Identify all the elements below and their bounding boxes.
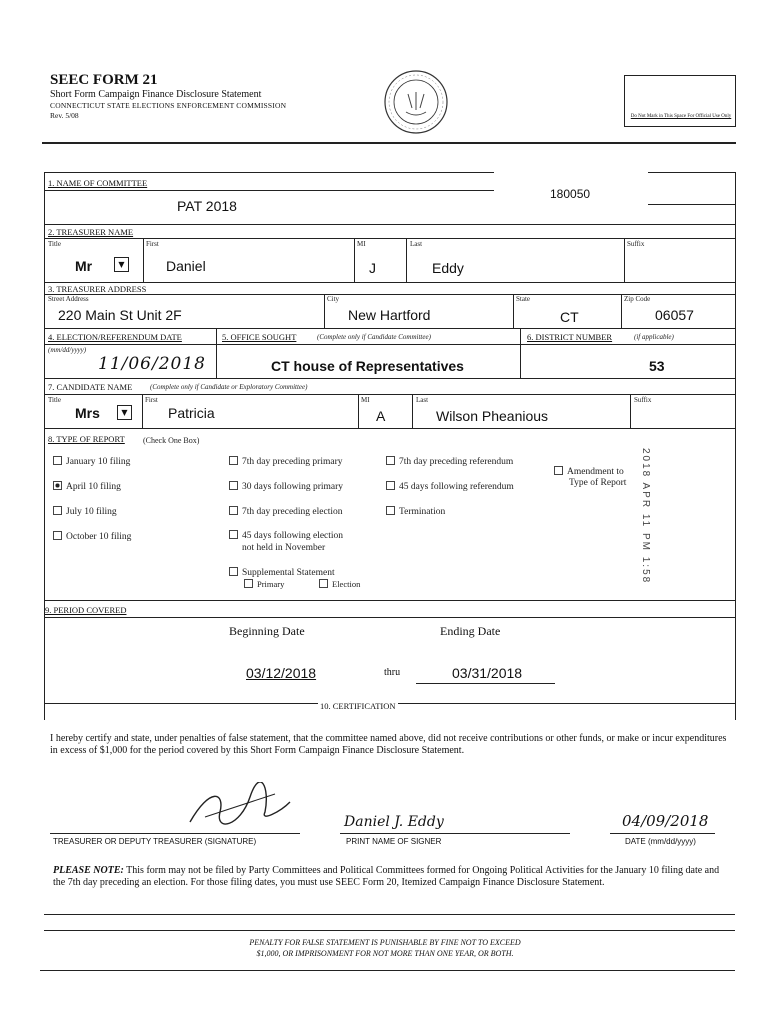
rule	[324, 294, 325, 328]
treasurer-address-label: 3. TREASURER ADDRESS	[48, 284, 147, 294]
candidate-title-dropdown-icon[interactable]: ▼	[117, 405, 132, 420]
candidate-first-value: Patricia	[168, 405, 215, 421]
signature-label: TREASURER OR DEPUTY TREASURER (SIGNATURE)	[53, 837, 257, 846]
rule	[354, 238, 355, 282]
office-sought-value: CT house of Representatives	[271, 358, 464, 374]
please-note-label: PLEASE NOTE:	[53, 865, 124, 876]
please-note-text: This form may not be filed by Party Committees and Political Committees formed for Ongoing Political Activities for the January 10 filing date and the 7th day preceding an election. For those filing dates, you must use SEEC Form 20, Itemized Campaign Finance Disclosure Statement.	[53, 865, 720, 888]
report-option-45-referendum[interactable]: 45 days following referendum	[386, 481, 514, 492]
certification-label: 10. CERTIFICATION	[320, 701, 396, 711]
treasurer-first-label: First	[146, 240, 159, 248]
rule	[513, 294, 514, 328]
treasurer-mi-label: MI	[357, 240, 366, 248]
treasurer-last-label: Last	[410, 240, 423, 248]
election-date-value: 11/06/2018	[98, 354, 206, 374]
rule	[624, 238, 625, 282]
city-label: City	[327, 295, 340, 303]
rule	[216, 328, 217, 378]
header-rule	[42, 142, 736, 144]
penalty-line-2: $1,000, OR IMPRISONMENT FOR NOT MORE THAN ONE YEAR, OR BOTH.	[256, 949, 514, 958]
state-value: CT	[560, 309, 579, 325]
report-option-30-primary[interactable]: 30 days following primary	[229, 481, 343, 492]
end-date-label: Ending Date	[440, 624, 501, 638]
form-subtitle: Short Form Campaign Finance Disclosure Statement	[50, 89, 262, 100]
begin-date-value: 03/12/2018	[246, 665, 317, 681]
checkbox-icon[interactable]	[229, 456, 238, 465]
checkbox-icon[interactable]	[319, 579, 328, 588]
rule	[44, 617, 735, 618]
period-covered-label: 9. PERIOD COVERED	[45, 605, 127, 615]
rule	[142, 394, 143, 428]
signature-date-value: 04/09/2018	[622, 812, 709, 830]
report-option-jul10[interactable]: July 10 filing	[53, 506, 117, 517]
zip-value: 06057	[655, 307, 694, 323]
city-value: New Hartford	[348, 307, 431, 323]
printed-name-value: Daniel J. Eddy	[344, 814, 444, 830]
committee-name-value: PAT 2018	[177, 198, 237, 214]
report-option-apr10[interactable]: April 10 filing	[53, 481, 121, 492]
commission-name: CONNECTICUT STATE ELECTIONS ENFORCEMENT COMMISSION	[50, 101, 287, 110]
rule	[406, 238, 407, 282]
checkbox-icon[interactable]	[386, 456, 395, 465]
rule	[44, 172, 494, 173]
committee-label: 1. NAME OF COMMITTEE	[48, 178, 148, 188]
date-label: DATE (mm/dd/yyyy)	[625, 837, 696, 846]
treasurer-suffix-label: Suffix	[627, 240, 645, 248]
rule	[44, 930, 735, 931]
form-left-border	[44, 172, 45, 720]
candidate-last-value: Wilson Pheanious	[436, 408, 549, 424]
supp-election-option[interactable]: Election	[319, 579, 360, 589]
state-seal-icon	[382, 68, 450, 136]
candidate-last-label: Last	[416, 396, 429, 404]
committee-id-value: 180050	[550, 187, 591, 201]
certification-text: I hereby certify and state, under penalties of false statement, that the committee named above, did not receive contributions or other funds, or make or incur expenditures in excess of $1,000 for the period covered by this Short Form Campaign Finance Disclosure Statement.	[50, 733, 727, 756]
official-use-box: Do Not Mark in This Space For Official Use Only	[624, 75, 736, 127]
form-right-border	[735, 172, 736, 720]
report-option-oct10[interactable]: October 10 filing	[53, 531, 131, 542]
rule	[143, 238, 144, 282]
office-sought-label: 5. OFFICE SOUGHT	[222, 332, 297, 342]
report-option-termination[interactable]: Termination	[386, 506, 445, 517]
candidate-title-value: Mrs	[75, 405, 100, 421]
rule	[44, 328, 735, 329]
end-date-value: 03/31/2018	[452, 665, 523, 681]
checkbox-icon[interactable]	[229, 530, 238, 539]
rule	[610, 833, 715, 834]
rule	[44, 600, 735, 601]
district-value: 53	[649, 358, 665, 374]
thru-label: thru	[384, 667, 401, 678]
treasurer-signature	[180, 782, 300, 832]
rule	[630, 394, 631, 428]
supp-primary-option[interactable]: Primary	[244, 579, 284, 589]
rule	[40, 970, 735, 971]
election-date-label: 4. ELECTION/REFERENDUM DATE	[48, 332, 182, 342]
form-revision: Rev. 5/08	[50, 111, 79, 120]
rule	[358, 394, 359, 428]
amendment-line2: Type of Report	[569, 478, 627, 488]
candidate-title-label: Title	[48, 396, 61, 404]
rule	[44, 378, 735, 379]
rule	[416, 683, 555, 684]
checkbox-icon[interactable]	[386, 481, 395, 490]
treasurer-mi-value: J	[369, 260, 376, 276]
street-value: 220 Main St Unit 2F	[58, 307, 182, 323]
rule	[44, 394, 735, 395]
report-option-45-election[interactable]: 45 days following election	[229, 530, 343, 541]
rule	[621, 294, 622, 328]
report-option-supplemental[interactable]: Supplemental Statement	[229, 567, 335, 578]
office-sought-note: (Complete only if Candidate Committee)	[317, 333, 431, 341]
rule	[648, 204, 736, 205]
report-option-7th-primary[interactable]: 7th day preceding primary	[229, 456, 343, 467]
rule	[648, 172, 736, 173]
checkbox-icon[interactable]	[229, 567, 238, 576]
begin-date-label: Beginning Date	[229, 624, 305, 638]
checkbox-icon[interactable]	[53, 506, 62, 515]
treasurer-title-dropdown-icon[interactable]: ▼	[114, 257, 129, 272]
rule	[44, 224, 735, 225]
report-option-amendment[interactable]: Amendment to	[554, 466, 624, 477]
rule	[44, 344, 735, 345]
please-note	[53, 865, 725, 889]
checkbox-icon[interactable]	[229, 506, 238, 515]
print-name-label: PRINT NAME OF SIGNER	[346, 837, 442, 846]
rule	[44, 190, 494, 191]
report-option-7th-referendum[interactable]: 7th day preceding referendum	[386, 456, 513, 467]
treasurer-title-value: Mr	[75, 258, 93, 274]
checkbox-icon[interactable]	[229, 481, 238, 490]
penalty-line-1: PENALTY FOR FALSE STATEMENT IS PUNISHABLE BY FINE NOT TO EXCEED	[249, 938, 521, 947]
candidate-mi-value: A	[376, 408, 386, 424]
checkbox-checked-icon[interactable]	[53, 481, 62, 490]
treasurer-last-value: Eddy	[432, 260, 464, 276]
rule	[44, 428, 735, 429]
rule	[50, 833, 300, 834]
candidate-suffix-label: Suffix	[634, 396, 652, 404]
checkbox-icon[interactable]	[386, 506, 395, 515]
candidate-first-label: First	[145, 396, 158, 404]
rule	[44, 238, 735, 239]
candidate-name-label: 7. CANDIDATE NAME	[48, 382, 133, 392]
report-type-note: (Check One Box)	[143, 436, 200, 445]
candidate-name-note: (Complete only if Candidate or Exploratory Committee)	[150, 383, 308, 391]
candidate-mi-label: MI	[361, 396, 370, 404]
rule	[44, 914, 735, 915]
checkbox-icon[interactable]	[244, 579, 253, 588]
district-note: (if applicable)	[634, 333, 674, 341]
report-option-45-election-line2: not held in November	[242, 543, 326, 553]
election-date-format: (mm/dd/yyyy)	[48, 346, 87, 354]
district-label: 6. DISTRICT NUMBER	[527, 332, 613, 342]
report-option-7th-election[interactable]: 7th day preceding election	[229, 506, 343, 517]
treasurer-title-label: Title	[48, 240, 61, 248]
checkbox-icon[interactable]	[53, 531, 62, 540]
received-stamp: 2018 APR 11 PM 1:58	[640, 448, 651, 585]
state-label: State	[516, 295, 530, 303]
form-title: SEEC FORM 21	[50, 72, 158, 88]
checkbox-icon[interactable]	[53, 456, 62, 465]
checkbox-icon[interactable]	[554, 466, 563, 475]
zip-label: Zip Code	[624, 295, 651, 303]
report-type-label: 8. TYPE OF REPORT	[48, 434, 125, 444]
rule	[412, 394, 413, 428]
rule	[520, 328, 521, 378]
report-option-jan10[interactable]: January 10 filing	[53, 456, 130, 467]
treasurer-first-value: Daniel	[166, 258, 206, 274]
treasurer-name-label: 2. TREASURER NAME	[48, 227, 134, 237]
rule	[44, 282, 735, 283]
rule	[340, 833, 570, 834]
street-label: Street Address	[48, 295, 89, 303]
